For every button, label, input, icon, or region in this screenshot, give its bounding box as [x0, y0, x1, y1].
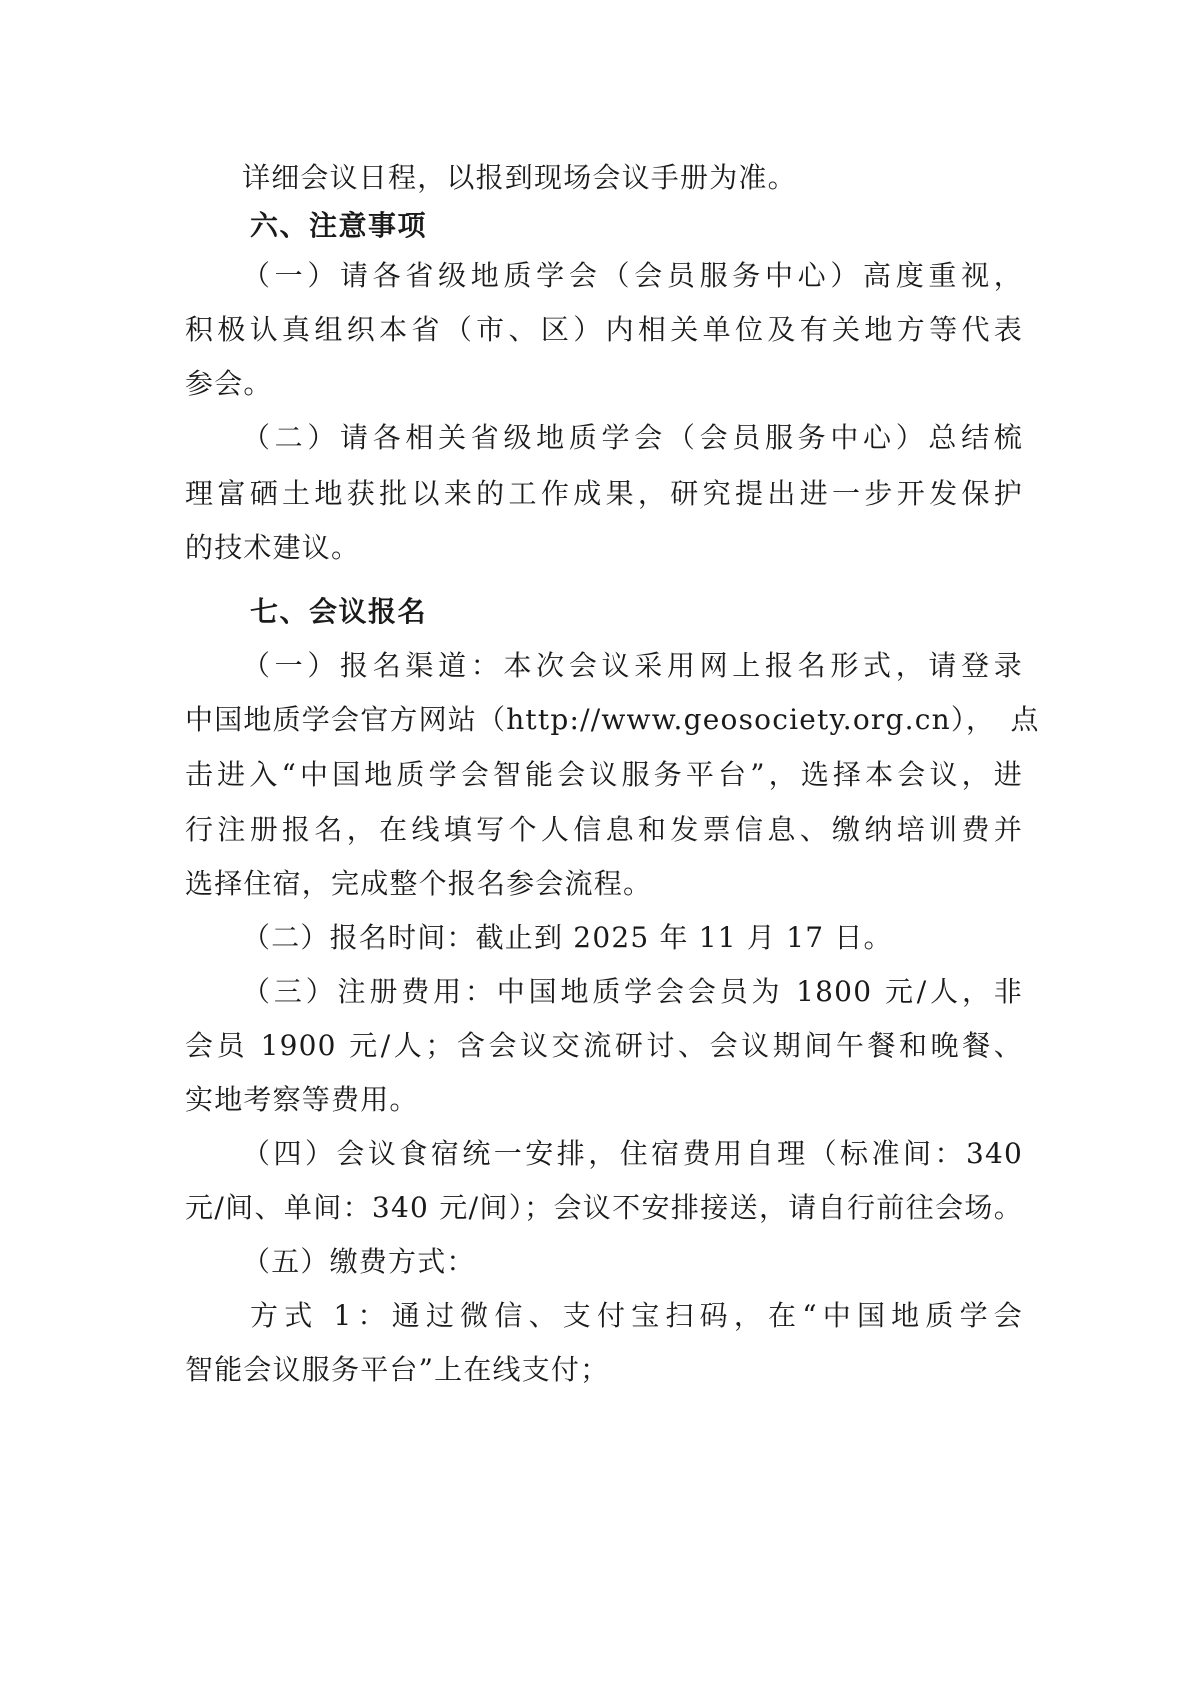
- section-7-item-5: （五）缴费方式：: [242, 1245, 476, 1278]
- section-6-item-2-line-1: （二）请各相关省级地质学会（会员服务中心）总结梳: [242, 421, 1023, 454]
- section-7-item-1-line-4: 行注册报名，在线填写个人信息和发票信息、缴纳培训费并: [185, 813, 1023, 846]
- section-7-item-1-line-1: （一）报名渠道：本次会议采用网上报名形式，请登录: [242, 649, 1023, 682]
- section-6-item-1-line-3: 参会。: [185, 367, 273, 400]
- section-7-heading: 七、会议报名: [250, 595, 428, 628]
- section-6-item-2-line-3: 的技术建议。: [185, 531, 361, 564]
- section-7-item-2: （二）报名时间：截止到 2025 年 11 月 17 日。: [242, 921, 893, 954]
- section-7-item-4-line-2: 元/间、单间：340 元/间）；会议不安排接送，请自行前往会场。: [185, 1191, 1023, 1224]
- section-7-item-1-line-3: 击进入“中国地质学会智能会议服务平台”，选择本会议，进: [185, 758, 1023, 791]
- section-7-item-1-line-2: 中国地质学会官方网站（http://www.geosociety.org.cn）， 点: [185, 703, 1040, 736]
- section-6-heading: 六、注意事项: [250, 209, 428, 242]
- section-7-item-3-line-1: （三）注册费用：中国地质学会会员为 1800 元/人，非: [242, 975, 1023, 1008]
- section-6-item-1-line-1: （一）请各省级地质学会（会员服务中心）高度重视，: [242, 259, 1023, 292]
- section-6-item-2-line-2: 理富硒土地获批以来的工作成果，研究提出进一步开发保护: [185, 477, 1023, 510]
- schedule-note: 详细会议日程，以报到现场会议手册为准。: [242, 161, 797, 194]
- payment-method-1-line-2: 智能会议服务平台”上在线支付；: [185, 1353, 610, 1386]
- section-7-item-4-line-1: （四）会议食宿统一安排，住宿费用自理（标准间：340: [242, 1137, 1023, 1170]
- section-7-item-1-line-5: 选择住宿，完成整个报名参会流程。: [185, 867, 653, 900]
- payment-method-1-line-1: 方式 1：通过微信、支付宝扫码，在“中国地质学会: [250, 1299, 1023, 1332]
- section-7-item-3-line-3: 实地考察等费用。: [185, 1083, 419, 1116]
- section-7-item-3-line-2: 会员 1900 元/人；含会议交流研讨、会议期间午餐和晚餐、: [185, 1029, 1023, 1062]
- section-6-item-1-line-2: 积极认真组织本省（市、区）内相关单位及有关地方等代表: [185, 313, 1023, 346]
